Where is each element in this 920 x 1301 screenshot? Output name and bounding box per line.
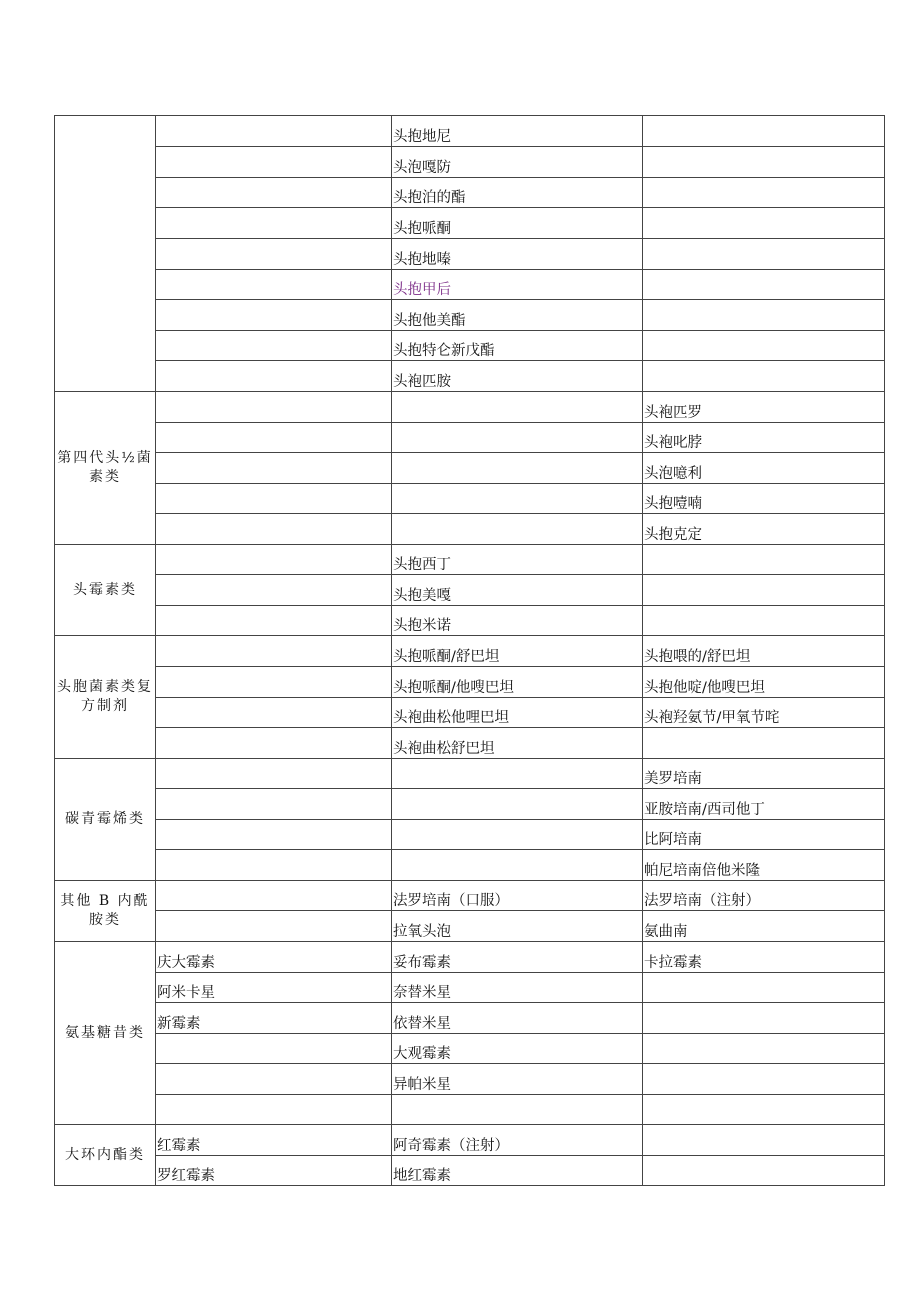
table-row [55,1095,885,1125]
drug-cell [156,728,392,759]
drug-cell: 头抱泊的酯 [392,178,643,208]
table-row [55,759,885,789]
drug-cell [392,1095,643,1125]
drug-cell: 头抱噎喃 [643,484,885,514]
drug-cell: 庆大霉素 [156,942,392,973]
drug-cell: 头抱哌酮 [392,208,643,239]
table-row [55,178,885,208]
drug-cell [392,820,643,850]
drug-cell [643,300,885,331]
drug-cell [156,361,392,392]
table-row [55,881,885,911]
drug-cell [156,239,392,270]
drug-cell [643,147,885,178]
table-row [55,147,885,178]
drug-cell: 头抱甲后 [392,270,643,300]
drug-cell [392,484,643,514]
table-row [55,820,885,850]
drug-cell: 头袍羟氨节/甲氧节咤 [643,698,885,728]
table-row [55,545,885,575]
drug-cell [156,514,392,545]
drug-cell: 头袍曲松他哩巴坦 [392,698,643,728]
drug-cell: 头抱哌酮/舒巴坦 [392,636,643,667]
drug-cell [156,911,392,942]
table-row [55,392,885,423]
drug-cell [643,178,885,208]
drug-cell [156,1064,392,1095]
drug-cell [156,423,392,453]
drug-cell [392,789,643,820]
drug-cell [643,575,885,606]
drug-cell: 比阿培南 [643,820,885,850]
table-row [55,606,885,636]
table-row [55,270,885,300]
drug-cell: 头抱特仑新戊酯 [392,331,643,361]
drug-cell [643,545,885,575]
drug-cell [156,820,392,850]
table-row [55,575,885,606]
category-cell: 头霉素类 [55,545,156,636]
drug-cell: 头抱西丁 [392,545,643,575]
drug-cell [156,1034,392,1064]
drug-cell: 头泡噫利 [643,453,885,484]
drug-cell: 新霉素 [156,1003,392,1034]
drug-cell: 头抱哌酮/他嗖巴坦 [392,667,643,698]
category-cell [55,116,156,392]
table-row [55,850,885,881]
drug-cell [156,147,392,178]
table-row [55,1034,885,1064]
drug-cell [643,239,885,270]
table-row [55,698,885,728]
drug-cell: 头抱他啶/他嗖巴坦 [643,667,885,698]
table-row [55,1125,885,1156]
drug-cell [156,850,392,881]
table-row [55,973,885,1003]
category-cell: 头胞菌素类复方制剂 [55,636,156,759]
drug-cell: 大观霉素 [392,1034,643,1064]
table-row [55,453,885,484]
table-row [55,1003,885,1034]
drug-cell [643,1156,885,1186]
drug-cell: 法罗培南（注射） [643,881,885,911]
drug-table [54,115,885,1186]
drug-cell [392,850,643,881]
table-row [55,1064,885,1095]
drug-cell: 头抱喂的/舒巴坦 [643,636,885,667]
drug-cell: 阿奇霉素（注射） [392,1125,643,1156]
drug-cell: 头抱地尼 [392,116,643,147]
drug-cell: 妥布霉素 [392,942,643,973]
drug-cell [643,116,885,147]
table-row [55,208,885,239]
drug-cell: 头袍匹胺 [392,361,643,392]
drug-cell: 卡拉霉素 [643,942,885,973]
drug-cell [156,453,392,484]
table-row [55,361,885,392]
drug-cell: 头袍曲松舒巴坦 [392,728,643,759]
drug-cell [156,759,392,789]
drug-cell: 氨曲南 [643,911,885,942]
table-row [55,423,885,453]
drug-cell [156,575,392,606]
drug-cell [156,331,392,361]
category-cell: 碳青霉烯类 [55,759,156,881]
drug-cell: 头抱克定 [643,514,885,545]
drug-cell [643,270,885,300]
table-row [55,789,885,820]
table-row [55,300,885,331]
table-row [55,331,885,361]
drug-cell: 头抱米诺 [392,606,643,636]
drug-cell [392,453,643,484]
drug-cell [392,514,643,545]
drug-cell [392,392,643,423]
table-row [55,911,885,942]
table-row [55,728,885,759]
table-row [55,514,885,545]
drug-cell [156,300,392,331]
drug-cell [392,423,643,453]
table-row [55,1156,885,1186]
drug-cell [643,973,885,1003]
drug-cell [643,1064,885,1095]
table-row [55,484,885,514]
drug-cell: 红霉素 [156,1125,392,1156]
table-row [55,942,885,973]
drug-cell: 头抱美嘎 [392,575,643,606]
drug-cell [156,178,392,208]
drug-cell: 美罗培南 [643,759,885,789]
drug-cell: 帕尼培南倍他米隆 [643,850,885,881]
drug-cell: 头泡嘎防 [392,147,643,178]
drug-cell: 头袍匹罗 [643,392,885,423]
drug-cell [643,1125,885,1156]
drug-cell [643,1003,885,1034]
drug-cell [643,1095,885,1125]
drug-cell [156,545,392,575]
drug-cell: 头抱他美酯 [392,300,643,331]
drug-cell [156,116,392,147]
drug-cell [156,270,392,300]
category-cell: 氨基糖昔类 [55,942,156,1125]
drug-cell [643,208,885,239]
drug-cell [156,881,392,911]
drug-cell: 法罗培南（口服） [392,881,643,911]
drug-cell [643,728,885,759]
table-row [55,667,885,698]
drug-cell: 阿米卡星 [156,973,392,1003]
drug-cell: 亚胺培南/西司他丁 [643,789,885,820]
drug-cell: 头抱地嗪 [392,239,643,270]
drug-cell [156,484,392,514]
drug-table-body [55,116,885,1186]
drug-cell [643,606,885,636]
drug-cell [156,208,392,239]
drug-cell: 地红霉素 [392,1156,643,1186]
category-cell: 大环内酯类 [55,1125,156,1186]
drug-cell: 头袍叱脖 [643,423,885,453]
drug-cell: 异帕米星 [392,1064,643,1095]
table-row [55,116,885,147]
category-cell: 第四代头½菌素类 [55,392,156,545]
drug-cell [156,698,392,728]
drug-cell [156,392,392,423]
drug-cell [156,636,392,667]
category-cell: 其他 B 内酰胺类 [55,881,156,942]
table-row [55,636,885,667]
drug-cell [156,789,392,820]
drug-cell: 奈替米星 [392,973,643,1003]
drug-cell [643,361,885,392]
drug-cell [156,1095,392,1125]
drug-cell [643,1034,885,1064]
drug-cell: 拉氧头泡 [392,911,643,942]
drug-cell [156,606,392,636]
table-row [55,239,885,270]
drug-cell: 罗红霉素 [156,1156,392,1186]
drug-cell [392,759,643,789]
drug-cell: 依替米星 [392,1003,643,1034]
drug-cell [156,667,392,698]
drug-cell [643,331,885,361]
